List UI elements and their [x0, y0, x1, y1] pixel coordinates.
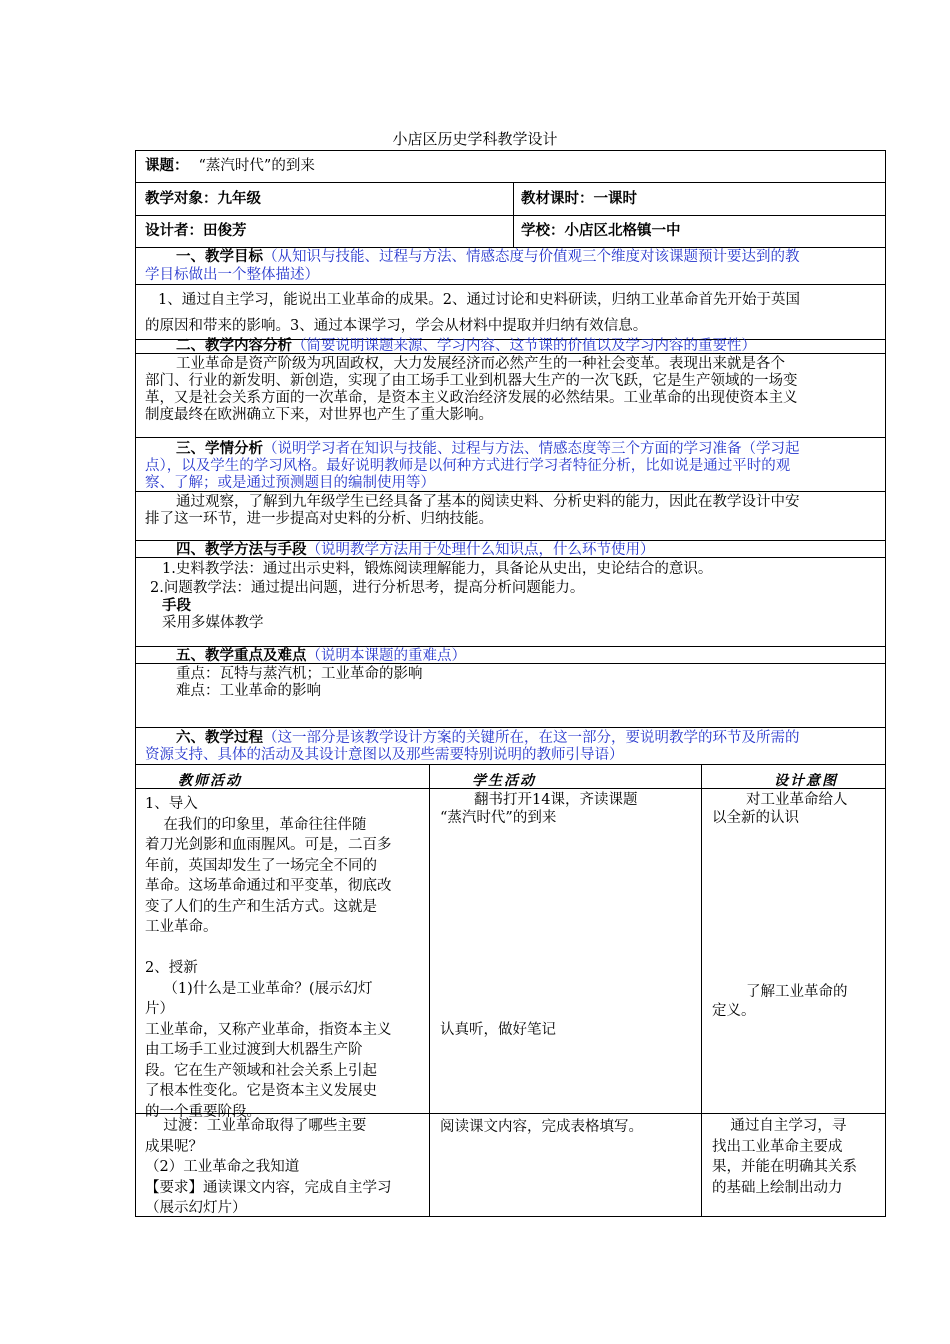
section-6-heading: 六、教学过程	[176, 730, 263, 746]
section-5-note: （说明本课题的重难点）	[306, 648, 466, 664]
table-rule	[135, 215, 886, 216]
topic-value: “蒸汽时代”的到来	[198, 158, 315, 174]
table-rule	[135, 284, 886, 285]
row-1-teacher-activity	[145, 794, 427, 1122]
text-line: 变了人们的生产和生活方式。这就是	[145, 898, 377, 915]
column-header-student: 学生活动	[472, 773, 536, 789]
section-2-body-line: 革，又是社会关系方面的一次革命，是资本主义政治经济发展的必然结果。工业革命的出现使资本主义	[145, 390, 798, 406]
section-3-heading: 三、学情分析	[176, 441, 263, 457]
section-2-body-line: 部门、行业的新发明、新创造，实现了由工场手工业到机器大生产的一次飞跃，它是生产领域的一场变	[145, 373, 798, 389]
text-line: 果，并能在明确其关系	[712, 1159, 857, 1175]
row-1-student-line: 认真听，做好笔记	[440, 1022, 556, 1038]
table-rule	[513, 182, 514, 247]
text-line: 的基础上绘制出动力	[712, 1179, 843, 1196]
period-label: 教材课时：	[521, 191, 594, 207]
period-row	[521, 190, 637, 208]
table-rule	[135, 727, 886, 728]
table-rule	[701, 764, 702, 1217]
section-4-heading: 四、教学方法与手段	[176, 542, 307, 558]
section-2-body-line: 制度最终在欧洲确立下来，对世界也产生了重大影响。	[145, 407, 493, 423]
text-line: 在我们的印象里，革命往往伴随	[145, 816, 367, 833]
text-line: 段。它在生产领域和社会关系上引起	[145, 1062, 377, 1079]
section-5-heading: 五、教学重点及难点	[176, 648, 307, 664]
section-4-note: （说明教学方法用于处理什么知识点，什么环节使用）	[306, 542, 655, 558]
text-line: 过渡：工业革命取得了哪些主要	[145, 1118, 367, 1134]
section-3-note-cont: 察、了解；或是通过预测题目的编制使用等）	[145, 475, 435, 491]
row-1-intent-line: 以全新的认识	[712, 810, 799, 826]
text-line: 的一个重要阶段。	[145, 1103, 261, 1120]
means-label: 手段	[162, 598, 191, 614]
row-2-student-activity: 阅读课文内容，完成表格填写。	[440, 1119, 643, 1135]
difficult-point: 难点：工业革命的影响	[176, 683, 321, 699]
text-line: 工业革命，又称产业革命，指资本主义	[145, 1021, 392, 1038]
section-3-heading-line	[176, 440, 800, 458]
row-1-intent-line: 了解工业革命的	[746, 984, 848, 1000]
section-1-body-line: 的原因和带来的影响。3、通过本课学习，学会从材料中提取并归纳有效信息。	[145, 318, 648, 334]
method-1: 1.史料教学法：通过出示史料，锻炼阅读理解能力，具备论从史出，史论结合的意识。	[162, 561, 713, 577]
text-line: 革命。这场革命通过和平变革，彻底改	[145, 878, 392, 894]
text-line	[145, 938, 427, 959]
key-point: 重点：瓦特与蒸汽机；工业革命的影响	[176, 666, 423, 682]
text-line: 年前，英国却发生了一场完全不同的	[145, 857, 377, 874]
table-rule	[135, 437, 886, 438]
text-line: 找出工业革命主要成	[712, 1138, 843, 1155]
section-6-note-cont: 资源支持、具体的活动及其设计意图以及那些需要特别说明的教师引导语）	[145, 747, 624, 763]
means-value: 采用多媒体教学	[162, 615, 264, 631]
column-header-intent: 设计意图	[774, 773, 838, 789]
text-line: 成果呢？	[145, 1138, 203, 1155]
period-value: 一课时	[593, 191, 637, 207]
column-header-teacher: 教师活动	[178, 773, 242, 789]
text-line: 工业革命。	[145, 919, 218, 935]
text-line: 【要求】通读课文内容，完成自主学习	[145, 1179, 392, 1196]
section-5-heading-line	[176, 647, 466, 665]
section-1-heading: 一、教学目标	[176, 249, 263, 265]
row-1-intent-line: 对工业革命给人	[746, 792, 848, 808]
row-2-teacher-activity	[145, 1116, 427, 1219]
text-line: 由工场手工业过渡到大机器生产阶	[145, 1042, 363, 1058]
text-line: 了根本性变化。它是资本主义发展史	[145, 1083, 377, 1099]
text-line: 1、导入	[145, 796, 198, 812]
text-line: 着刀光剑影和血雨腥风。可是，二百多	[145, 837, 392, 853]
section-2-note: （简要说明课题来源、学习内容、这节课的价值以及学习内容的重要性）	[292, 338, 756, 354]
section-3-note: （说明学习者在知识与技能、过程与方法、情感态度等三个方面的学习准备（学习起	[263, 441, 800, 457]
section-4-heading-line	[176, 541, 655, 559]
section-3-body-line: 通过观察，了解到九年级学生已经具备了基本的阅读史料、分析史料的能力，因此在教学设计中安	[176, 494, 800, 510]
topic-label: 课题：	[145, 158, 189, 174]
row-1-student-line: “蒸汽时代”的到来	[440, 810, 557, 826]
designer-row	[145, 222, 247, 240]
topic-row	[145, 157, 315, 175]
table-rule	[429, 764, 430, 1217]
target-label: 教学对象：	[145, 191, 218, 207]
row-1-intent-line: 定义。	[712, 1003, 756, 1019]
row-1-student-line: 翻书打开14课，齐读课题	[474, 792, 638, 808]
school-row	[521, 222, 681, 240]
table-rule	[135, 182, 886, 183]
target-value: 九年级	[217, 191, 261, 207]
section-6-heading-line	[176, 729, 800, 747]
text-line: （展示幻灯片）	[145, 1200, 247, 1216]
section-6-note: （这一部分是该教学设计方案的关键所在，在这一部分，要说明教学的环节及所需的	[263, 730, 800, 746]
section-2-body-line: 工业革命是资产阶级为巩固政权，大力发展经济而必然产生的一种社会变革。表现出来就是各个	[176, 356, 785, 372]
text-line: 片）	[145, 1001, 174, 1017]
section-1-note: （从知识与技能、过程与方法、情感态度与价值观三个维度对该课题预计要达到的教	[263, 249, 800, 265]
school-label: 学校：	[521, 223, 565, 239]
school-value: 小店区北格镇一中	[564, 223, 681, 239]
text-line: 2、授新	[145, 960, 198, 976]
section-3-note-cont: 点），以及学生的学习风格。最好说明教师是以何种方式进行学习者特征分析，比如说是通过平时的观	[145, 458, 791, 474]
designer-label: 设计者：	[145, 223, 203, 239]
row-2-design-intent	[712, 1116, 884, 1198]
section-1-heading-line	[176, 248, 800, 266]
text-line: （1)什么是工业革命？(展示幻灯	[145, 980, 373, 997]
section-3-body-line: 排了这一环节，进一步提高对史料的分析、归纳技能。	[145, 511, 493, 527]
designer-value: 田俊芳	[203, 223, 247, 239]
table-rule	[135, 764, 886, 765]
method-2: 2.问题教学法：通过提出问题，进行分析思考，提高分析问题能力。	[150, 580, 585, 596]
text-line: （2）工业革命之我知道	[145, 1159, 300, 1175]
section-2-heading-line	[176, 337, 756, 355]
target-row	[145, 190, 261, 208]
section-1-note-cont: 学目标做出一个整体描述）	[145, 267, 319, 283]
text-line: 通过自主学习，寻	[712, 1118, 847, 1134]
document-title: 小店区历史学科教学设计	[392, 130, 558, 148]
section-2-heading: 二、教学内容分析	[176, 338, 292, 354]
section-1-body-line: 1、通过自主学习，能说出工业革命的成果。2、通过讨论和史料研读，归纳工业革命首先开始于英国	[158, 292, 800, 308]
